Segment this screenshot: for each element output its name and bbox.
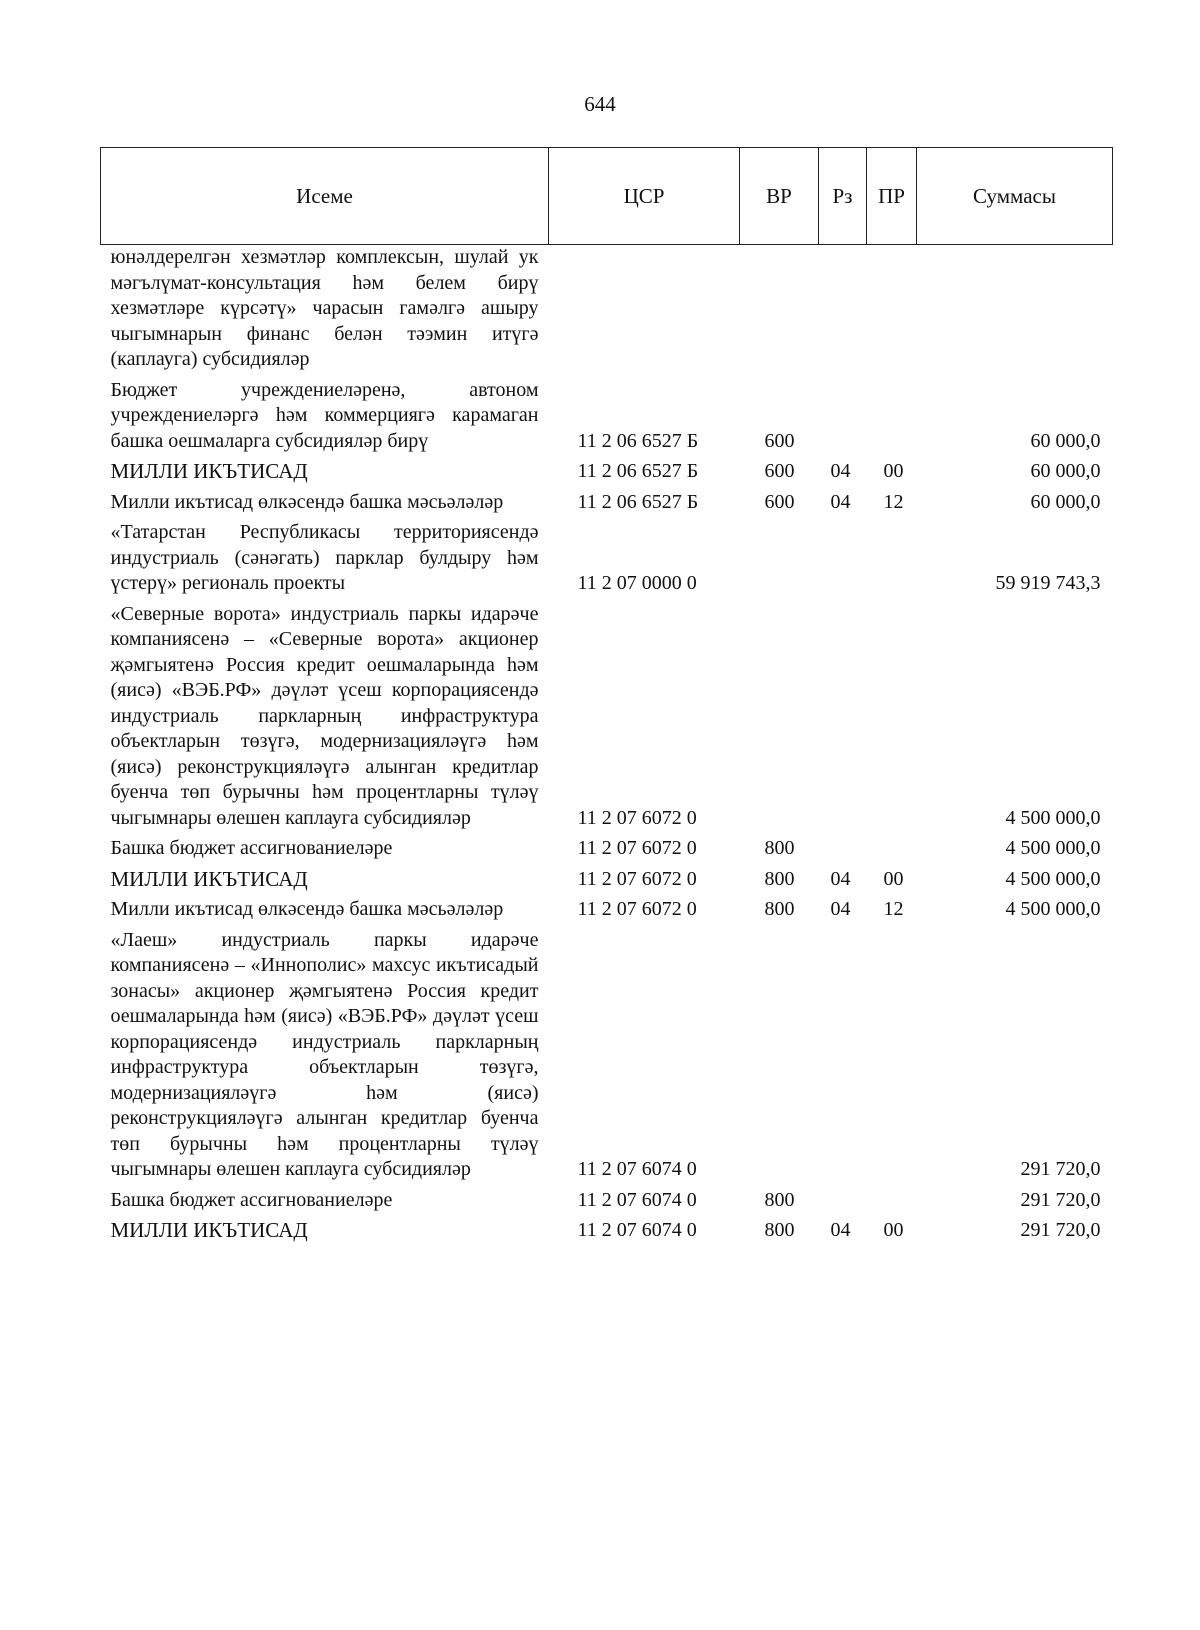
row-rz bbox=[819, 597, 867, 832]
row-pr bbox=[867, 373, 917, 455]
row-vr bbox=[740, 245, 819, 373]
row-name: «Татарстан Республикасы территориясендә индустриаль (сәнәгать) парклар булдыру һәм үстерү» региональ проекты bbox=[110, 521, 539, 594]
table-header bbox=[101, 148, 1113, 245]
row-sum: 59 919 743,3 bbox=[995, 572, 1101, 594]
row-rz bbox=[819, 373, 867, 455]
table-row bbox=[101, 923, 1113, 1183]
row-csr bbox=[549, 245, 740, 373]
row-vr bbox=[740, 515, 819, 597]
table-row bbox=[101, 515, 1113, 597]
row-sum: 291 720,0 bbox=[1020, 1158, 1101, 1180]
column-header-rz: Рз bbox=[819, 148, 867, 245]
row-name: Башка бюджет ассигнованиеләре bbox=[110, 837, 393, 859]
row-rz: 04 bbox=[830, 490, 851, 513]
table-row bbox=[101, 485, 1113, 516]
row-vr: 600 bbox=[764, 429, 795, 452]
row-csr: 11 2 07 6074 0 bbox=[577, 1158, 697, 1180]
row-sum: 291 720,0 bbox=[1020, 1219, 1101, 1241]
row-csr: 11 2 06 6527 Б bbox=[577, 460, 699, 482]
table-row bbox=[101, 454, 1113, 485]
row-vr: 800 bbox=[764, 1219, 795, 1241]
row-name: Милли икътисад өлкәсендә башка мәсьәләләр bbox=[110, 490, 504, 513]
row-sum: 60 000,0 bbox=[1030, 490, 1101, 513]
row-pr: 12 bbox=[883, 490, 904, 513]
column-header-pr: ПР bbox=[867, 148, 917, 245]
column-header-csr: ЦСР bbox=[549, 148, 740, 245]
row-name: юнәлдерелгән хезмәтләр комплексын, шулай ук мәгълүмат-консультация һәм белем бирү хезмәтләре күрсәтү» чарасын гамәлгә ашыру чыгымнарын финанс белән тәэмин итүгә (каплауга) субсидияләр bbox=[110, 246, 539, 370]
row-name: МИЛЛИ ИКЪТИСАД bbox=[110, 866, 308, 891]
row-rz: 04 bbox=[830, 460, 851, 482]
row-name: «Лаеш» индустриаль паркы идарәче компаниясенә – «Иннополис» махсус икътисадый зонасы» акционер җәмгыятенә Россия кредит оешмаларында һәм (яисә) «ВЭБ.РФ» дәүләт үсеш корпорациясендә индустриаль паркларның инфраструктура объектларын төзүгә, модернизацияләүгә һәм (яисә) реконструкцияләүгә алынган кредитлар буенча төп бурычны һәм процентларны түләү чыгымнары өлешен каплауга субсидияләр bbox=[110, 928, 539, 1180]
table-body bbox=[101, 245, 1113, 1244]
row-sum bbox=[917, 245, 1113, 373]
row-pr bbox=[867, 597, 917, 832]
table-row bbox=[101, 373, 1113, 455]
row-vr: 800 bbox=[764, 867, 795, 890]
row-vr bbox=[740, 923, 819, 1183]
row-rz bbox=[819, 831, 867, 862]
row-name: МИЛЛИ ИКЪТИСАД bbox=[110, 1218, 308, 1242]
row-rz bbox=[819, 245, 867, 373]
row-name: Бюджет учреждениеләренә, автоном учреждениеләргә һәм коммерциягә карамаган башка оешмаларга субсидияләр бирү bbox=[110, 378, 539, 452]
table-row bbox=[101, 892, 1113, 923]
row-vr: 800 bbox=[764, 1188, 795, 1211]
row-rz: 04 bbox=[830, 898, 851, 920]
row-sum: 4 500 000,0 bbox=[1005, 837, 1101, 859]
row-pr: 00 bbox=[883, 1219, 904, 1241]
column-header-sum: Суммасы bbox=[917, 148, 1113, 245]
row-name: «Северные ворота» индустриаль паркы идарәче компаниясенә – «Северные ворота» акционер җәмгыятенә Россия кредит оешмаларында һәм (яисә) «ВЭБ.РФ» дәүләт үсеш корпорациясендә индустриаль паркларның инфраструктура объектларын төзүгә, модернизацияләүгә һәм (яисә) реконструкцияләүгә алынган кредитлар буенча төп бурычны һәм процентларны түләү чыгымнары өлешен каплауга субсидияләр bbox=[110, 602, 539, 829]
row-csr: 11 2 07 6074 0 bbox=[577, 1219, 697, 1241]
row-pr bbox=[867, 1183, 917, 1214]
row-vr: 800 bbox=[764, 898, 795, 920]
row-sum: 4 500 000,0 bbox=[1005, 806, 1101, 829]
row-vr: 800 bbox=[764, 837, 795, 859]
row-pr: 00 bbox=[883, 460, 904, 482]
row-sum: 4 500 000,0 bbox=[1005, 898, 1101, 920]
row-pr bbox=[867, 245, 917, 373]
table-row bbox=[101, 597, 1113, 832]
row-rz: 04 bbox=[830, 1219, 851, 1241]
row-name: МИЛЛИ ИКЪТИСАД bbox=[110, 459, 308, 483]
row-csr: 11 2 07 6072 0 bbox=[577, 806, 697, 829]
row-pr: 00 bbox=[883, 867, 904, 890]
row-name: Милли икътисад өлкәсендә башка мәсьәләләр bbox=[110, 898, 504, 920]
row-csr: 11 2 07 6074 0 bbox=[577, 1188, 697, 1211]
row-sum: 291 720,0 bbox=[1020, 1188, 1101, 1211]
budget-table bbox=[100, 147, 1113, 1244]
table-row bbox=[101, 831, 1113, 862]
column-header-name: Исеме bbox=[101, 148, 549, 245]
page-number: 644 bbox=[584, 92, 616, 116]
row-csr: 11 2 07 6072 0 bbox=[577, 898, 697, 920]
row-vr bbox=[740, 597, 819, 832]
row-rz: 04 bbox=[830, 867, 851, 890]
row-vr: 600 bbox=[764, 490, 795, 513]
row-sum: 60 000,0 bbox=[1030, 429, 1101, 452]
column-header-vr: ВР bbox=[740, 148, 819, 245]
row-csr: 11 2 07 6072 0 bbox=[577, 837, 697, 859]
row-pr: 12 bbox=[883, 898, 904, 920]
row-pr bbox=[867, 831, 917, 862]
row-csr: 11 2 07 0000 0 bbox=[577, 572, 697, 594]
row-name: Башка бюджет ассигнованиеләре bbox=[110, 1188, 393, 1211]
row-sum: 60 000,0 bbox=[1030, 460, 1101, 482]
table-row bbox=[101, 1213, 1113, 1244]
row-vr: 600 bbox=[764, 460, 795, 482]
table-row bbox=[101, 862, 1113, 893]
row-rz bbox=[819, 1183, 867, 1214]
row-csr: 11 2 06 6527 Б bbox=[577, 490, 699, 513]
row-pr bbox=[867, 515, 917, 597]
row-sum: 4 500 000,0 bbox=[1005, 867, 1101, 890]
row-rz bbox=[819, 923, 867, 1183]
row-rz bbox=[819, 515, 867, 597]
table-row bbox=[101, 1183, 1113, 1214]
row-csr: 11 2 07 6072 0 bbox=[577, 867, 697, 890]
row-csr: 11 2 06 6527 Б bbox=[577, 429, 699, 452]
table-row bbox=[101, 245, 1113, 373]
row-pr bbox=[867, 923, 917, 1183]
